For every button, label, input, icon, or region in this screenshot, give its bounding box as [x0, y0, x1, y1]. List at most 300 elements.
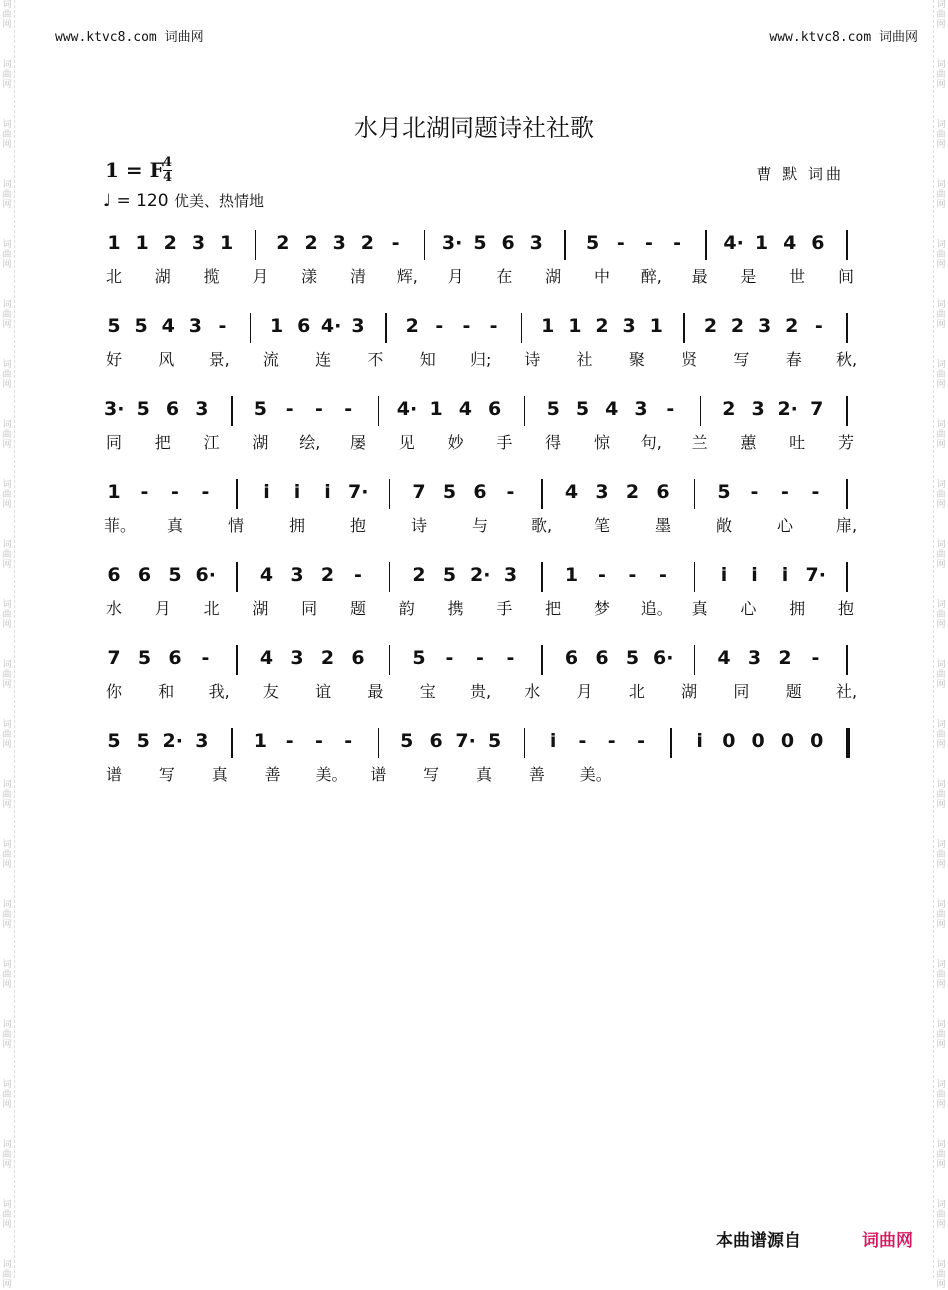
note: 4 [458, 398, 472, 420]
barline [683, 313, 685, 343]
lyric-syllable: 连 [315, 350, 332, 369]
note: 3 [634, 398, 648, 420]
note: i [293, 481, 301, 503]
dash-note: - [285, 398, 294, 420]
barline [846, 313, 848, 343]
dash-note: - [750, 481, 759, 503]
barline [389, 645, 391, 675]
barline [846, 230, 848, 260]
lyric-syllable: 北 [203, 599, 220, 618]
lyric-syllable: 追。 [640, 599, 673, 618]
lyric-syllable: 题 [785, 682, 802, 701]
lyric-syllable: 醉, [640, 267, 662, 286]
side-watermark: 词 曲 网 [2, 480, 12, 510]
score-line [0, 232, 948, 262]
side-watermark: 词 曲 网 [2, 1020, 12, 1050]
side-watermark: 词 曲 网 [2, 720, 12, 750]
dash-note: - [218, 315, 227, 337]
lyric-syllable: 真 [211, 765, 228, 784]
barline [236, 562, 238, 592]
note: 5 [107, 730, 121, 752]
side-watermark: 词 曲 网 [2, 1200, 12, 1230]
note: 2 [722, 398, 736, 420]
lyric-syllable: 谱 [370, 765, 387, 784]
final-barline [846, 728, 850, 758]
dash-note: - [814, 315, 823, 337]
note: 0 [722, 730, 736, 752]
note: 2 [405, 315, 419, 337]
note: 3· [441, 232, 463, 254]
lyric-syllable: 漾 [301, 267, 318, 286]
dash-note: - [607, 730, 616, 752]
credit: 曹 默 词曲 [756, 165, 844, 183]
lyric-syllable: 扉, [836, 516, 858, 535]
lyric-syllable: 湖 [252, 599, 269, 618]
lyric-syllable: 湖 [252, 433, 269, 452]
barline [705, 230, 707, 260]
side-watermark: 词 曲 网 [2, 360, 12, 390]
note: 6· [653, 647, 674, 669]
note: 6 [351, 647, 365, 669]
note: 6 [107, 564, 121, 586]
header-right-name: 词曲网 [878, 30, 918, 45]
lyric-syllable: 春 [785, 350, 802, 369]
note: 1 [649, 315, 663, 337]
note: 4· [723, 232, 744, 254]
note: 4 [717, 647, 731, 669]
note: i [696, 730, 703, 752]
side-watermark: 词 曲 网 [936, 960, 946, 990]
side-watermark: 词 曲 网 [2, 840, 12, 870]
note: 6 [168, 647, 182, 669]
lyric-line [0, 596, 948, 618]
dash-note: - [445, 647, 454, 669]
lyric-syllable: 手 [496, 599, 513, 618]
lyric-syllable: 揽 [203, 267, 220, 286]
note: 4 [783, 232, 797, 254]
note: 6 [656, 481, 670, 503]
note: 5 [134, 315, 148, 337]
dash-note: - [811, 481, 820, 503]
lyric-syllable: 把 [545, 599, 562, 618]
barline [231, 728, 233, 758]
lyric-syllable: 中 [593, 267, 610, 286]
side-watermark: 词 曲 网 [2, 300, 12, 330]
lyric-syllable: 携 [447, 599, 464, 618]
left-watermark-strip [0, 0, 15, 1290]
barline [255, 230, 257, 260]
lyric-syllable: 社 [576, 350, 593, 369]
lyric-syllable: 贵, [470, 682, 492, 701]
side-watermark: 词 曲 网 [936, 120, 946, 150]
note: 7· [455, 730, 476, 752]
barline [236, 645, 238, 675]
side-watermark: 词 曲 网 [2, 180, 12, 210]
note: i [263, 481, 270, 503]
barline [236, 479, 238, 509]
side-watermark: 词 曲 网 [936, 300, 946, 330]
barline [385, 313, 387, 343]
barline [694, 479, 696, 509]
lyric-syllable: 友 [262, 682, 279, 701]
note: 2 [163, 232, 177, 254]
note: 2 [276, 232, 290, 254]
side-watermark: 词 曲 网 [2, 960, 12, 990]
note: 1 [568, 315, 582, 337]
side-watermark: 词 曲 网 [936, 0, 946, 30]
note: 5 [136, 730, 150, 752]
note: 6 [429, 730, 443, 752]
note: i [781, 564, 789, 586]
score-line [0, 730, 948, 760]
lyric-syllable: 同 [733, 682, 750, 701]
note: 2 [320, 647, 335, 669]
lyric-syllable: 好 [105, 350, 122, 369]
note: 6 [297, 315, 311, 337]
side-watermark: 词 曲 网 [2, 240, 12, 270]
lyric-syllable: 社, [836, 682, 858, 701]
note: 6 [564, 647, 579, 669]
note: 5 [107, 315, 121, 337]
footer-source-name[interactable]: 词曲网 [862, 1231, 913, 1251]
barline [564, 230, 566, 260]
lyric-syllable: 绘, [299, 433, 321, 452]
footer-source-label: 本曲谱源自 [716, 1231, 801, 1251]
lyric-syllable: 妙 [447, 433, 464, 452]
note: 6 [488, 398, 502, 420]
lyric-syllable: 贤 [681, 350, 698, 369]
note: 2 [703, 315, 718, 337]
lyric-syllable: 兰 [691, 433, 708, 452]
lyric-syllable: 辉, [396, 267, 418, 286]
lyric-syllable: 写 [423, 765, 440, 784]
dash-note: - [391, 232, 400, 254]
lyric-line [0, 347, 948, 369]
lyric-syllable: 写 [733, 350, 750, 369]
note: 3· [104, 398, 125, 420]
note: 2 [360, 232, 374, 254]
lyric-syllable: 诗 [410, 516, 427, 535]
lyric-syllable: 水 [105, 599, 122, 618]
lyric-syllable: 月 [447, 267, 464, 286]
lyric-syllable: 情 [227, 516, 244, 535]
side-watermark: 词 曲 网 [936, 60, 946, 90]
note: 2· [777, 398, 798, 420]
barline [424, 230, 426, 260]
note: 3 [747, 647, 762, 669]
note: 2· [162, 730, 183, 752]
note: 5 [442, 564, 457, 586]
dash-note: - [344, 730, 353, 752]
time-signature-top: 4 [163, 155, 173, 170]
note: 1 [107, 232, 121, 254]
side-watermark: 词 曲 网 [2, 1140, 12, 1170]
lyric-syllable: 敞 [715, 516, 732, 535]
dash-note: - [644, 232, 653, 254]
note: 7· [348, 481, 369, 503]
note: 5 [473, 232, 487, 254]
tempo-marking [103, 190, 264, 211]
note: 5 [253, 398, 267, 420]
side-watermark: 词 曲 网 [936, 900, 946, 930]
lyric-syllable: 句, [640, 433, 662, 452]
note: 5 [168, 564, 182, 586]
lyric-syllable: 善 [264, 765, 281, 784]
lyric-syllable: 梦 [593, 599, 610, 618]
lyric-syllable: 风 [158, 350, 175, 369]
lyric-syllable: 秋, [836, 350, 858, 369]
note: 5 [442, 481, 457, 503]
lyric-syllable: 归; [470, 350, 492, 369]
note: 3 [191, 232, 206, 254]
dash-note: - [476, 647, 484, 669]
header-left [55, 26, 204, 45]
side-watermark: 词 曲 网 [2, 0, 12, 30]
note: 3 [195, 398, 209, 420]
score-line [0, 315, 948, 345]
side-watermark: 词 曲 网 [936, 600, 946, 630]
lyric-syllable: 同 [301, 599, 318, 618]
note: 4 [564, 481, 579, 503]
note: 3 [622, 315, 636, 337]
score-line [0, 647, 948, 677]
dash-note: - [344, 398, 353, 420]
barline [521, 313, 523, 343]
note: 6 [165, 398, 180, 420]
note: 5 [400, 730, 414, 752]
barline [231, 396, 233, 426]
dash-note: - [435, 315, 444, 337]
lyric-syllable: 清 [349, 267, 366, 286]
lyric-syllable: 月 [154, 599, 171, 618]
note: 6· [195, 564, 216, 586]
barline [694, 562, 696, 592]
side-watermark: 词 曲 网 [2, 900, 12, 930]
note: 3 [188, 315, 202, 337]
note: 7 [412, 481, 426, 503]
lyric-line [0, 430, 948, 452]
note: 1 [754, 232, 769, 254]
lyric-syllable: 湖 [681, 682, 698, 701]
side-watermark: 词 曲 网 [2, 1080, 12, 1110]
barline [846, 396, 848, 426]
note: 3 [290, 564, 304, 586]
side-watermark: 词 曲 网 [2, 120, 12, 150]
barline [694, 645, 696, 675]
lyric-syllable: 北 [628, 682, 645, 701]
note: 3 [595, 481, 609, 503]
lyric-syllable: 谱 [105, 765, 122, 784]
lyric-syllable: 题 [349, 599, 366, 618]
lyric-syllable: 水 [524, 682, 541, 701]
note: 6 [473, 481, 487, 503]
side-watermark: 词 曲 网 [936, 780, 946, 810]
right-watermark-strip [933, 0, 948, 1290]
barline [846, 562, 848, 592]
lyric-syllable: 景, [208, 350, 230, 369]
dash-note: - [354, 564, 362, 586]
side-watermark: 词 曲 网 [2, 660, 12, 690]
lyric-syllable: 流 [262, 350, 279, 369]
dash-note: - [781, 481, 789, 503]
lyric-syllable: 菲。 [104, 516, 137, 535]
barline [541, 562, 543, 592]
lyric-syllable: 宝 [419, 682, 436, 701]
header-left-site[interactable]: www.ktvc8.com [55, 30, 157, 45]
note: 0 [751, 730, 765, 752]
side-watermark: 词 曲 网 [936, 540, 946, 570]
note: 1 [219, 232, 234, 254]
dash-note: - [171, 481, 179, 503]
lyric-syllable: 诗 [524, 350, 541, 369]
lyric-syllable: 与 [471, 516, 488, 535]
note: 6 [595, 647, 609, 669]
time-signature-bottom: 4 [163, 170, 173, 185]
side-watermark: 词 曲 网 [936, 1200, 946, 1230]
lyric-line [0, 679, 948, 701]
lyric-syllable: 月 [252, 267, 269, 286]
lyric-syllable: 歌, [531, 516, 553, 535]
note: 3 [290, 647, 304, 669]
lyric-syllable: 见 [398, 433, 415, 452]
dash-note: - [315, 730, 323, 752]
lyric-syllable: 美。 [315, 765, 348, 784]
note: 3 [351, 315, 365, 337]
note: 0 [810, 730, 824, 752]
note: 1 [541, 315, 555, 337]
lyric-syllable: 惊 [593, 433, 610, 452]
barline [524, 728, 526, 758]
side-watermark: 词 曲 网 [2, 540, 12, 570]
lyric-syllable: 抱 [349, 516, 366, 535]
dash-note: - [140, 481, 149, 503]
lyric-line [0, 264, 948, 286]
side-watermark: 词 曲 网 [936, 180, 946, 210]
lyric-syllable: 笔 [593, 516, 610, 535]
lyric-syllable: 真 [166, 516, 183, 535]
note: 6 [137, 564, 152, 586]
side-watermark: 词 曲 网 [936, 420, 946, 450]
dash-note: - [578, 730, 587, 752]
barline [389, 562, 391, 592]
lyric-syllable: 同 [105, 433, 122, 452]
side-watermark: 词 曲 网 [936, 240, 946, 270]
lyric-syllable: 和 [158, 682, 175, 701]
note: 5 [717, 481, 731, 503]
lyric-syllable: 把 [154, 433, 171, 452]
lyric-syllable: 我, [208, 682, 230, 701]
note: 5 [488, 730, 502, 752]
barline [541, 645, 543, 675]
score-line [0, 481, 948, 511]
dash-note: - [462, 315, 471, 337]
lyric-syllable: 最 [691, 267, 708, 286]
note: 4· [320, 315, 342, 337]
side-watermark: 词 曲 网 [936, 1020, 946, 1050]
lyric-syllable: 聚 [628, 350, 645, 369]
note: 5 [412, 647, 426, 669]
score-line [0, 564, 948, 594]
note: 1 [270, 315, 284, 337]
key-signature: 1 = F [105, 158, 164, 182]
note: 4 [605, 398, 619, 420]
barline [378, 728, 380, 758]
note: 3 [751, 398, 765, 420]
barline [378, 396, 380, 426]
note: 2 [595, 315, 609, 337]
note: 5 [136, 398, 150, 420]
header-left-name: 词曲网 [164, 30, 204, 45]
side-watermark: 词 曲 网 [936, 1080, 946, 1110]
lyric-syllable: 湖 [545, 267, 562, 286]
lyric-syllable: 抱 [837, 599, 854, 618]
side-watermark: 词 曲 网 [2, 60, 12, 90]
lyric-syllable: 心 [740, 599, 757, 618]
barline [524, 396, 526, 426]
lyric-syllable: 在 [496, 267, 513, 286]
note: 1 [135, 232, 149, 254]
lyric-syllable: 世 [789, 267, 806, 286]
dash-note: - [506, 647, 515, 669]
barline [670, 728, 672, 758]
barline [541, 479, 543, 509]
dash-note: - [673, 232, 681, 254]
side-watermark: 词 曲 网 [936, 1260, 946, 1290]
note: 1 [107, 481, 121, 503]
note: 2 [785, 315, 799, 337]
side-watermark: 词 曲 网 [936, 360, 946, 390]
lyric-syllable: 不 [367, 350, 384, 369]
note: i [549, 730, 557, 752]
note: 3 [758, 315, 772, 337]
note: 0 [780, 730, 795, 752]
note: 5 [575, 398, 590, 420]
dash-note: - [201, 481, 210, 503]
note: 5 [137, 647, 152, 669]
lyric-syllable: 月 [576, 682, 593, 701]
note: 2 [778, 647, 792, 669]
note: 1 [253, 730, 267, 752]
lyric-syllable: 手 [496, 433, 513, 452]
dash-note: - [285, 730, 294, 752]
note: 2 [625, 481, 640, 503]
lyric-syllable: 真 [476, 765, 493, 784]
score-title: 水月北湖同题诗社社歌 [354, 114, 594, 142]
tempo-expression: 优美、热情地 [173, 192, 264, 210]
side-watermark: 词 曲 网 [936, 1140, 946, 1170]
lyric-syllable: 芳 [837, 433, 854, 452]
note: 2 [730, 315, 745, 337]
lyric-line [0, 513, 948, 535]
note: 1 [429, 398, 443, 420]
lyric-syllable: 韵 [398, 599, 415, 618]
lyric-syllable: 你 [105, 682, 122, 701]
side-watermark: 词 曲 网 [2, 600, 12, 630]
lyric-syllable: 最 [367, 682, 384, 701]
header-right-site[interactable]: www.ktvc8.com [769, 30, 872, 45]
note: 3 [503, 564, 518, 586]
note: 2· [470, 564, 491, 586]
note: 4· [396, 398, 418, 420]
note: 7 [810, 398, 824, 420]
note: 7· [805, 564, 826, 586]
note: 2 [304, 232, 318, 254]
side-watermark: 词 曲 网 [936, 480, 946, 510]
note: 7 [107, 647, 121, 669]
header-right [769, 26, 918, 45]
note: 1 [564, 564, 579, 586]
lyric-syllable: 写 [158, 765, 175, 784]
